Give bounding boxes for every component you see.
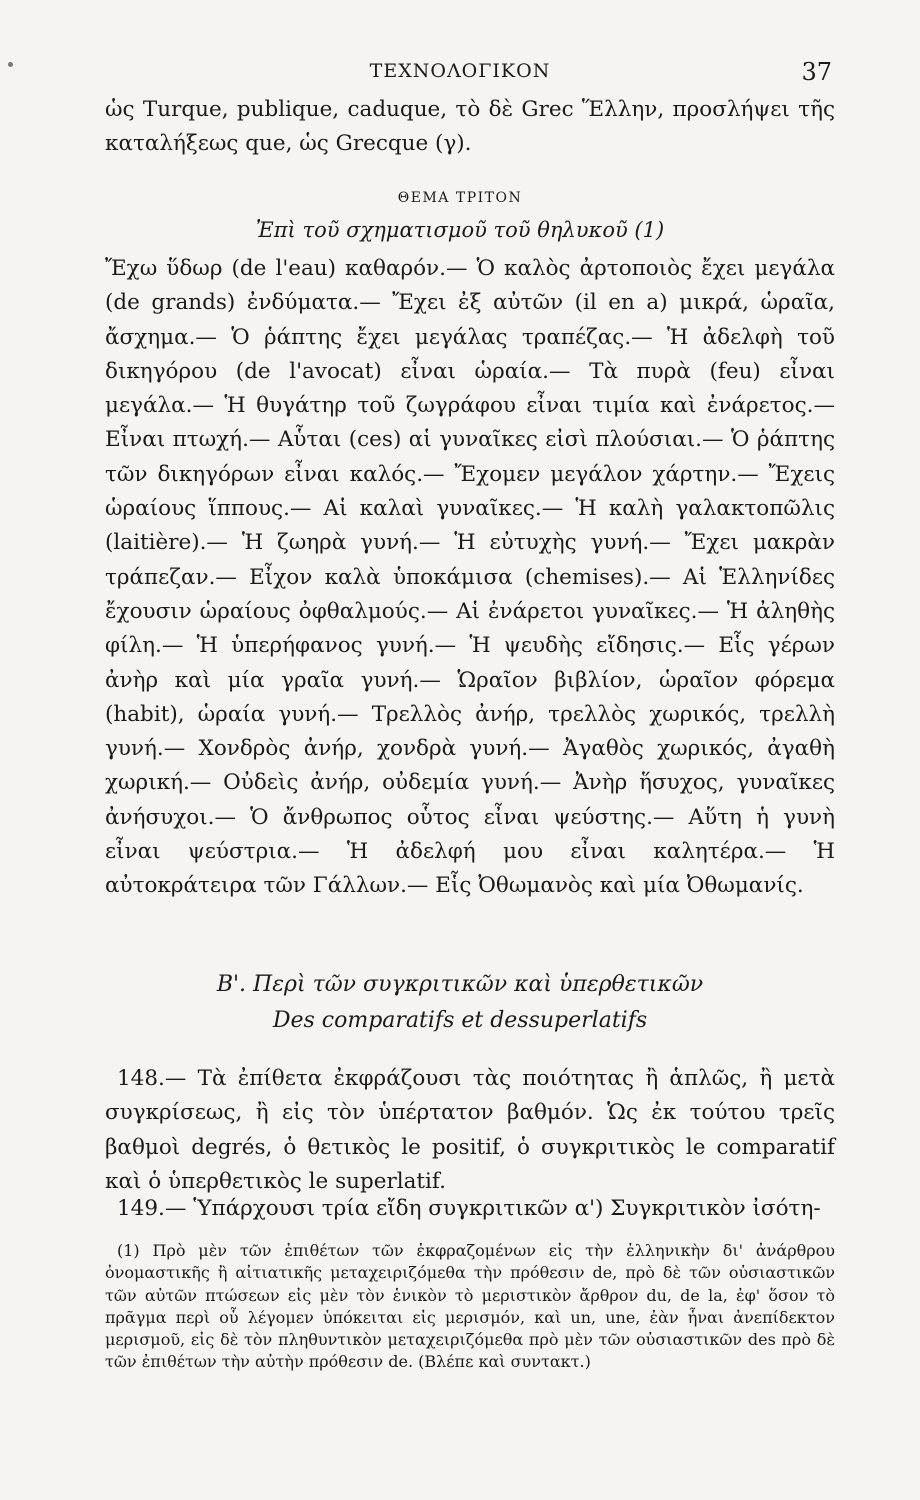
page-header [0, 58, 920, 88]
footnote: (1) Πρὸ μὲν τῶν ἐπιθέτων τῶν ἐκφραζομένων εἰς τὴν ἑλληνικὴν δι' ἀνάρθρου ὀνομαστικῆς ἢ αἰτιατικῆς μεταχειριζόμεθα τὴν πρόθεσιν de, πρὸ δὲ τῶν οὐσιαστικῶν τῶν αὐτῶν πτώσεων εἰς μὲν τὸν ἑνικὸν τὸ μεριστικὸν ἄρθρον du, de la, ἐφ' ὅσον τὸ πρᾶγμα περὶ οὗ λέγομεν ὑπόκειται εἰς μερισμόν, καὶ un, une, ἐὰν ἦναι ἀνεπίδεκτον μερισμοῦ, εἰς δὲ τὸν πληθυντικὸν μεταχειριζόμεθα πρὸ μὲν τῶν οὐσιαστικῶν des πρὸ δὲ τῶν ἐπιθέτων τὴν αὐτὴν πρόθεσιν de. (Βλέπε καὶ συντακτ.) [105, 1241, 835, 1372]
paragraph-149: 149.— Ὑπάρχουσι τρία εἴδη συγκριτικῶν α') Συγκριτικὸν ἰσότη- [117, 1196, 821, 1221]
margin-speck [8, 62, 13, 67]
exercise-paragraph: Ἔχω ὕδωρ (de l'eau) καθαρόν.— Ὁ καλὸς ἀρτοποιὸς ἔχει μεγάλα (de grands) ἐνδύματα.— Ἔχει ἐξ αὐτῶν (il en a) μικρά, ὡραῖα, ἄσχημα.— Ὁ ῥάπτης ἔχει μεγάλας τραπέζας.— Ἡ ἀδελφὴ τοῦ δικηγόρου (de l'avocat) εἶναι ὡραία.— Τὰ πυρὰ (feu) εἶναι μεγάλα.— Ἡ θυγάτηρ τοῦ ζωγράφου εἶναι τιμία καὶ ἐνάρετος.— Εἶναι πτωχή.— Αὗται (ces) αἱ γυναῖκες εἰσὶ πλούσιαι.— Ὁ ῥάπτης τῶν δικηγόρων εἶναι καλός.— Ἔχομεν μεγάλον χάρτην.— Ἔχεις ὡραίους ἵππους.— Αἱ καλαὶ γυναῖκες.— Ἡ καλὴ γαλακτοπῶλις (laitière).— Ἡ ζωηρὰ γυνή.— Ἡ εὐτυχὴς γυνή.— Ἔχει μακρὰν τράπεζαν.— Εἶχον καλὰ ὑποκάμισα (chemises).— Αἱ Ἑλληνίδες ἔχουσιν ὡραίους ὀφθαλμούς.— Αἱ ἐνάρετοι γυναῖκες.— Ἡ ἀληθὴς φίλη.— Ἡ ὑπερήφανος γυνή.— Ἡ ψευδὴς εἴδησις.— Εἷς γέρων ἀνὴρ καὶ μία γραῖα γυνή.— Ὡραῖον βιβλίον, ὡραῖον φόρεμα (habit), ὡραία γυνή.— Τρελλὸς ἀνήρ, τρελλὸς χωρικός, τρελλὴ γυνή.— Χονδρὸς ἀνήρ, χονδρὰ γυνή.— Ἀγαθὸς χωρικός, ἀγαθὴ χωρική.— Οὐδεὶς ἀνήρ, οὐδεμία γυνή.— Ἀνὴρ ἥσυχος, γυναῖκες ἀνήσυχοι.— Ὁ ἄνθρωπος οὗτος εἶναι ψεύστης.— Αὕτη ἡ γυνὴ εἶναι ψεύστρια.— Ἡ ἀδελφή μου εἶναι καλητέρα.— Ἡ αὐτοκράτειρα τῶν Γάλλων.— Εἷς Ὀθωμανὸς καὶ μία Ὀθωμανίς. [105, 256, 835, 899]
section-subtitle: Ἐπὶ τοῦ σχηματισμοῦ τοῦ θηλυκοῦ (1) [255, 218, 665, 242]
page-number: 37 [801, 58, 832, 86]
part-subtitle: Des comparatifs et dessuperlatifs [272, 1008, 648, 1033]
section-title: ΘΕΜΑ ΤΡΙΤΟΝ [397, 190, 523, 206]
paragraph-148: 148.— Τὰ ἐπίθετα ἐκφράζουσι τὰς ποιότητας ἢ ἁπλῶς, ἢ μετὰ συγκρίσεως, ἢ εἰς τὸν ὑπέρτατον βαθμόν. Ὡς ἐκ τούτου τρεῖς βαθμοὶ degrés, ὁ θετικὸς le positif, ὁ συγκριτικὸς le comparatif καὶ ὁ ὑπερθετικὸς le superlatif. [105, 1066, 835, 1194]
running-title: ΤΕΧΝΟΛΟΓΙΚΟΝ [369, 60, 551, 82]
part-title: Β'. Περὶ τῶν συγκριτικῶν καὶ ὑπερθετικῶν [216, 972, 704, 997]
intro-paragraph: ὡς Turque, publique, caduque, τὸ δὲ Grec Ἕλλην, προσλήψει τῆς καταλήξεως que, ὡς Grecque (γ). [105, 97, 835, 157]
